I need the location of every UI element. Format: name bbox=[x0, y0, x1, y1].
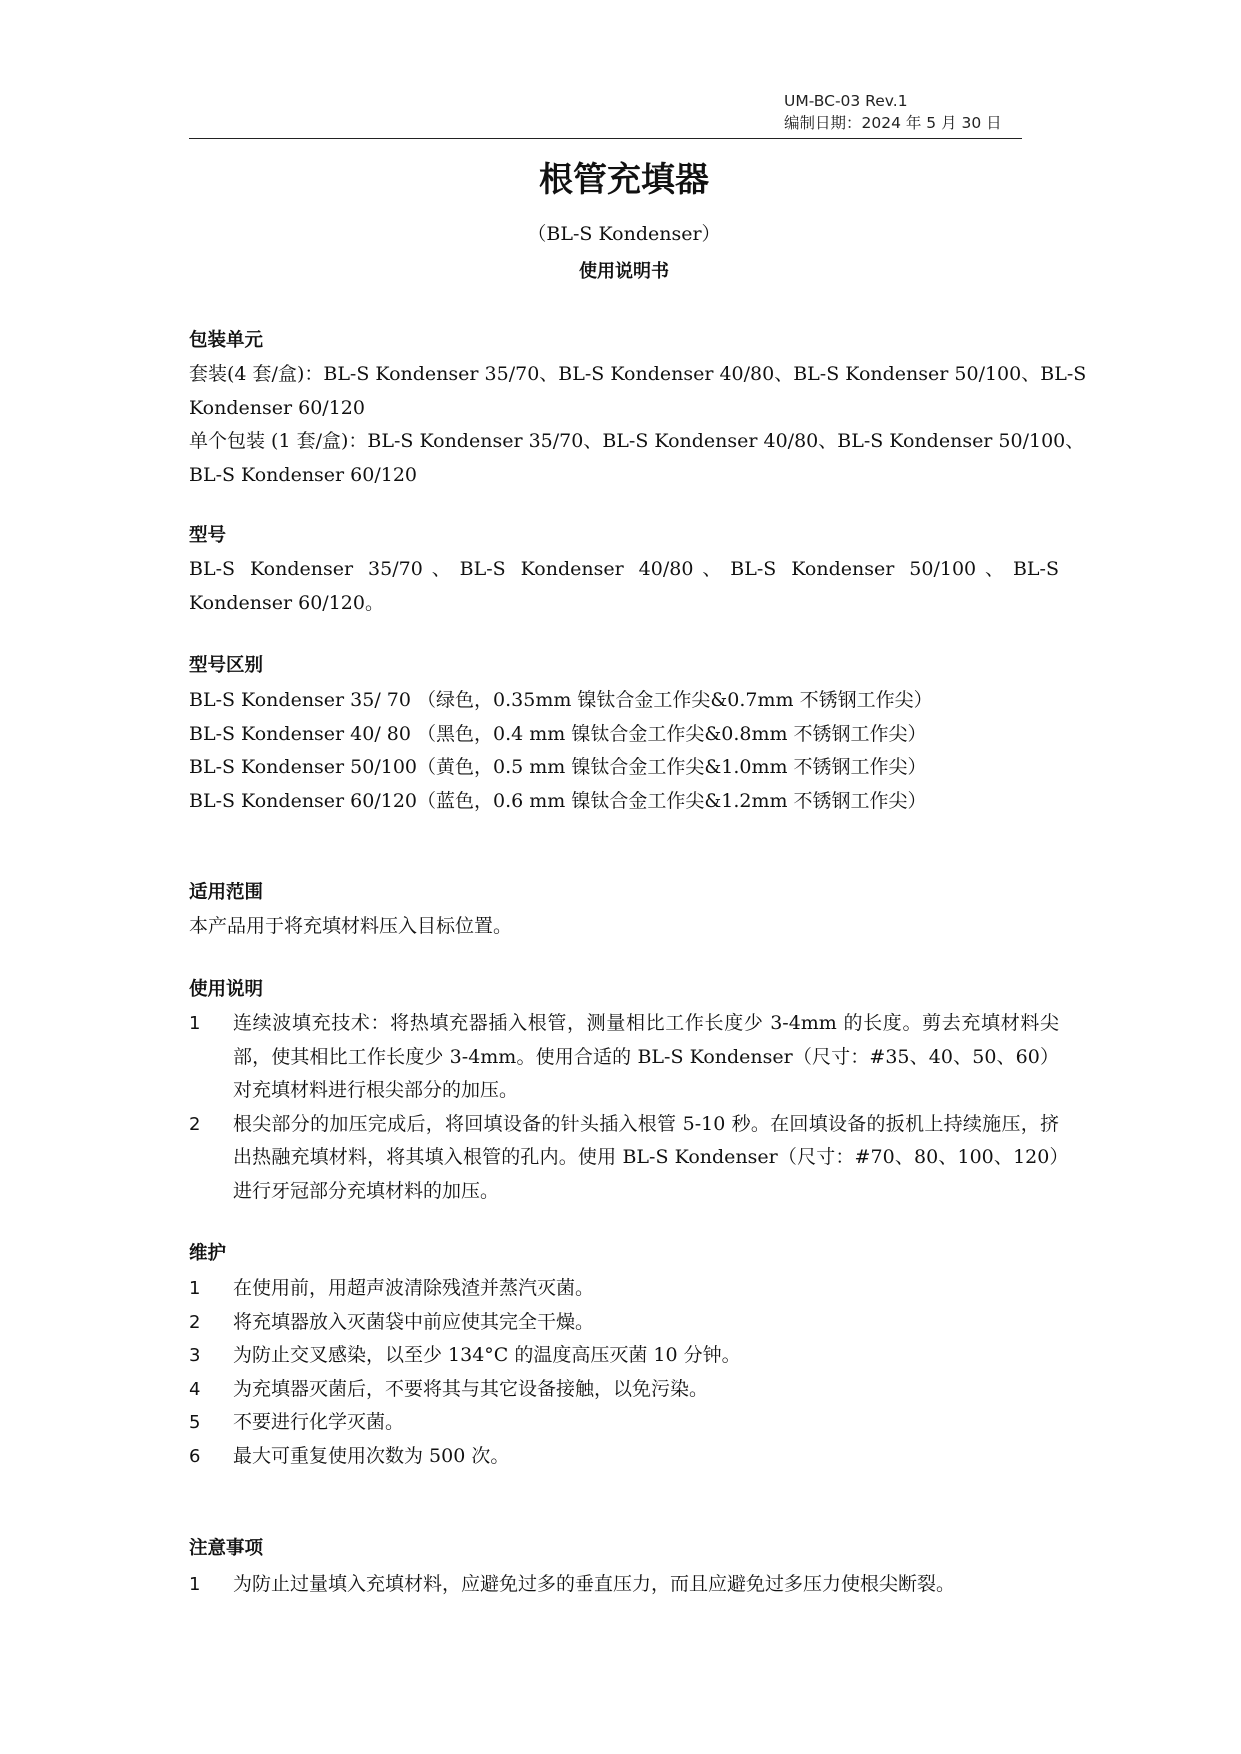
maintenance-list bbox=[189, 1272, 1059, 1473]
item-text: 不要进行化学灭菌。 bbox=[233, 1411, 405, 1433]
packaging-line: Kondenser 60/120 bbox=[189, 396, 365, 419]
document-type: 使用说明书 bbox=[579, 261, 669, 282]
section-heading-maintenance: 维护 bbox=[189, 1243, 227, 1264]
page-title: 根管充填器 bbox=[539, 160, 709, 200]
packaging-line: 单个包装 (1 套/盒)：BL-S Kondenser 35/70、BL-S Kondenser 40/80、BL-S Kondenser 50/100、 bbox=[189, 430, 1085, 452]
document-code: UM-BC-03 Rev.1 bbox=[784, 92, 908, 110]
item-text: 将充填器放入灭菌袋中前应使其完全干燥。 bbox=[233, 1310, 595, 1333]
item-number: 5 bbox=[189, 1412, 201, 1433]
model-diff-line: BL-S Kondenser 50/100（黄色，0.5 mm 镍钛合金工作尖&1.0mm 不锈钢工作尖） bbox=[189, 756, 927, 778]
product-subtitle: （BL-S Kondenser） bbox=[527, 223, 721, 245]
notes-item bbox=[189, 1568, 1059, 1602]
maintenance-item bbox=[189, 1440, 1059, 1474]
section-heading-usage: 使用说明 bbox=[189, 979, 264, 1000]
maintenance-item bbox=[189, 1306, 1059, 1340]
scope-text: 本产品用于将充填材料压入目标位置。 bbox=[189, 915, 513, 937]
packaging-line: 套装(4 套/盒)：BL-S Kondenser 35/70、BL-S Kondenser 40/80、BL-S Kondenser 50/100、BL-S bbox=[189, 363, 1087, 385]
item-text: 在使用前，用超声波清除残渣并蒸汽灭菌。 bbox=[233, 1277, 595, 1299]
item-number: 1 bbox=[189, 1278, 201, 1299]
compile-date: 编制日期：2024 年 5 月 30 日 bbox=[784, 114, 1002, 132]
item-text: 为充填器灭菌后，不要将其与其它设备接触，以免污染。 bbox=[233, 1377, 709, 1400]
section-heading-models: 型号 bbox=[189, 525, 227, 546]
section-heading-model-diff: 型号区别 bbox=[189, 655, 264, 676]
notes-list bbox=[189, 1568, 1059, 1602]
item-text: 为防止交叉感染，以至少 134°C 的温度高压灭菌 10 分钟。 bbox=[233, 1344, 741, 1366]
item-number: 6 bbox=[189, 1445, 201, 1467]
model-diff-line: BL-S Kondenser 40/ 80 （黑色，0.4 mm 镍钛合金工作尖&0.8mm 不锈钢工作尖） bbox=[189, 722, 927, 745]
document-header bbox=[784, 90, 1024, 134]
usage-list bbox=[189, 1007, 1059, 1208]
item-number: 2 bbox=[189, 1113, 201, 1135]
header-divider bbox=[189, 138, 1022, 139]
item-text: 最大可重复使用次数为 500 次。 bbox=[233, 1444, 510, 1467]
section-heading-notes: 注意事项 bbox=[189, 1538, 264, 1559]
item-number: 2 bbox=[189, 1311, 201, 1333]
section-heading-packaging: 包装单元 bbox=[189, 330, 264, 351]
model-diff-list bbox=[189, 684, 1059, 818]
model-diff-line: BL-S Kondenser 60/120（蓝色，0.6 mm 镍钛合金工作尖&1.2mm 不锈钢工作尖） bbox=[189, 789, 927, 812]
item-text: 连续波填充技术：将热填充器插入根管，测量相比工作长度少 3-4mm 的长度。剪去充填材料尖部，使其相比工作长度少 3-4mm。使用合适的 BL-S Kondenser（尺寸：#35、40、50、60）对充填材料进行根尖部分的加压。 bbox=[233, 1012, 1059, 1101]
item-number: 3 bbox=[189, 1345, 201, 1366]
maintenance-item bbox=[189, 1373, 1059, 1407]
packaging-line: BL-S Kondenser 60/120 bbox=[189, 463, 418, 486]
item-text: 为防止过量填入充填材料，应避免过多的垂直压力，而且应避免过多压力使根尖断裂。 bbox=[233, 1573, 956, 1595]
usage-item bbox=[189, 1007, 1059, 1108]
model-diff-line: BL-S Kondenser 35/ 70 （绿色，0.35mm 镍钛合金工作尖&0.7mm 不锈钢工作尖） bbox=[189, 689, 933, 711]
item-number: 4 bbox=[189, 1378, 201, 1400]
models-text: BL-S Kondenser 35/70、BL-S Kondenser 40/80、BL-S Kondenser 50/100、BL-S Kondenser 60/120。 bbox=[189, 558, 1059, 614]
usage-item bbox=[189, 1108, 1059, 1209]
maintenance-item bbox=[189, 1406, 1059, 1440]
item-text: 根尖部分的加压完成后，将回填设备的针头插入根管 5-10 秒。在回填设备的扳机上持续施压，挤出热融充填材料，将其填入根管的孔内。使用 BL-S Kondenser（尺寸：#70、80、100、120）进行牙冠部分充填材料的加压。 bbox=[233, 1112, 1059, 1202]
section-heading-scope: 适用范围 bbox=[189, 882, 264, 903]
maintenance-item bbox=[189, 1339, 1059, 1373]
item-number: 1 bbox=[189, 1013, 201, 1034]
maintenance-item bbox=[189, 1272, 1059, 1306]
packaging-text bbox=[189, 358, 1087, 492]
item-number: 1 bbox=[189, 1574, 201, 1595]
